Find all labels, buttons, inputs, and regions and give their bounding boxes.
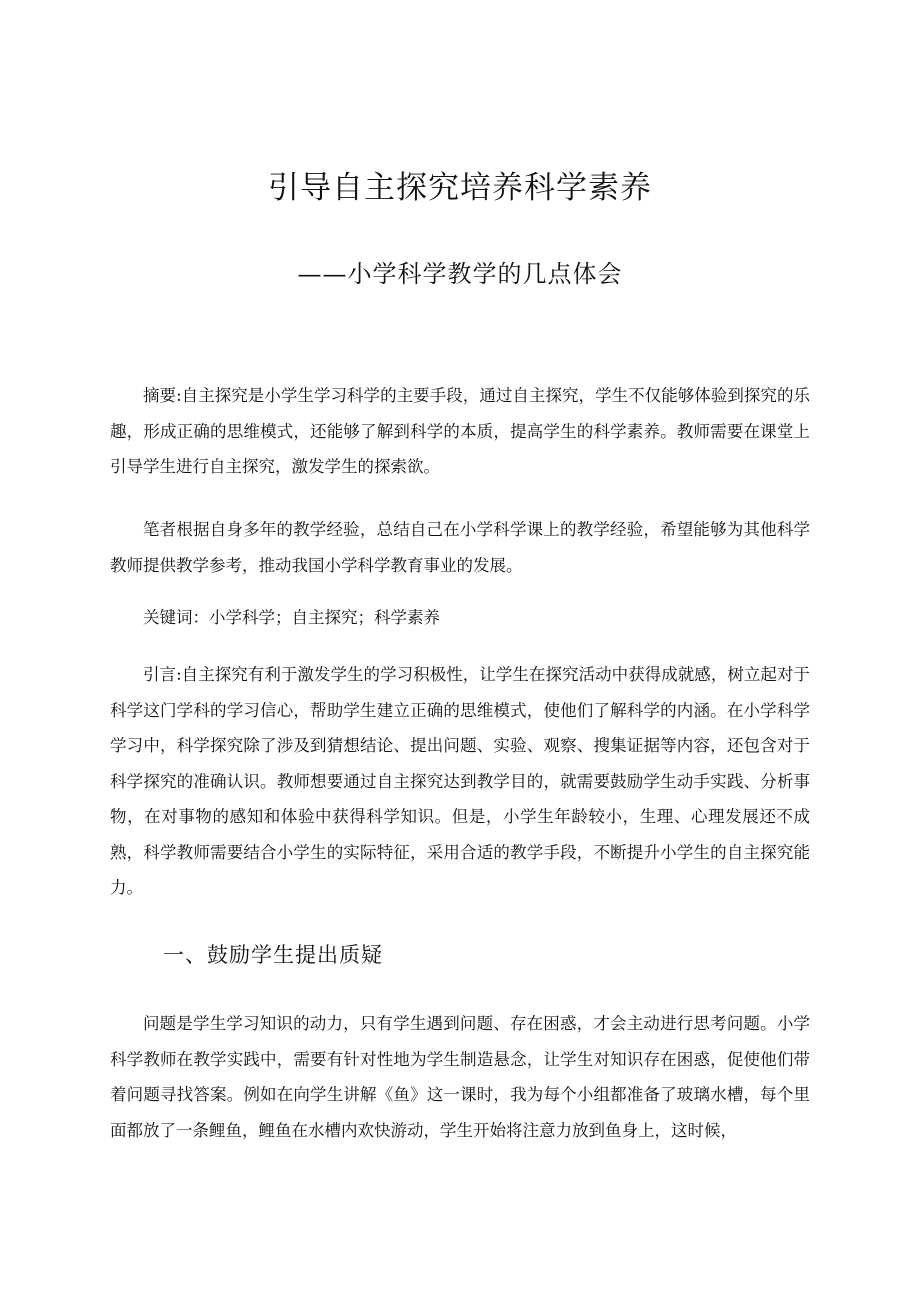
intro-paragraph: 引言:自主探究有利于激发学生的学习积极性，让学生在探究活动中获得成就感，树立起对于科学这门学科的学习信心，帮助学生建立正确的思维模式，使他们了解科学的内涵。在小学科学学习中，科学探究除了涉及到猜想结论、提出问题、实验、观察、搜集证据等内容，还包含对于科学探究的准确认识。教师想要通过自主探究达到教学目的，就需要鼓励学生动手实践、分析事物，在对事物的感知和体验中获得科学知识。但是，小学生年龄较小，生理、心理发展还不成熟，科学教师需要结合小学生的实际特征，采用合适的教学手段，不断提升小学生的自主探究能力。 bbox=[110, 665, 810, 897]
author-note-paragraph: 笔者根据自身多年的教学经验，总结自己在小学科学课上的教学经验，希望能够为其他科学教师提供教学参考，推动我国小学科学教育事业的发展。 bbox=[110, 520, 810, 575]
keywords-line: 关键词：小学科学；自主探究；科学素养 bbox=[143, 608, 440, 627]
section-1-heading: 一、鼓励学生提出质疑 bbox=[163, 943, 383, 967]
abstract-paragraph: 摘要:自主探究是小学生学习科学的主要手段，通过自主探究，学生不仅能够体验到探究的乐趣，形成正确的思维模式，还能够了解到科学的本质，提高学生的科学素养。教师需要在课堂上引导学生进行自主探究，激发学生的探索欲。 bbox=[110, 386, 810, 476]
document-title: 引导自主探究培养科学素养 bbox=[268, 170, 652, 206]
section-1-body: 问题是学生学习知识的动力，只有学生遇到问题、存在困惑，才会主动进行思考问题。小学科学教师在教学实践中，需要有针对性地为学生制造悬念，让学生对知识存在困惑，促使他们带着问题寻找答案。例如在向学生讲解《鱼》这一课时，我为每个小组都准备了玻璃水槽，每个里面都放了一条鲤鱼，鲤鱼在水槽内欢快游动，学生开始将注意力放到鱼身上，这时候， bbox=[110, 1014, 810, 1140]
document-subtitle: ——小学科学教学的几点体会 bbox=[297, 260, 623, 288]
